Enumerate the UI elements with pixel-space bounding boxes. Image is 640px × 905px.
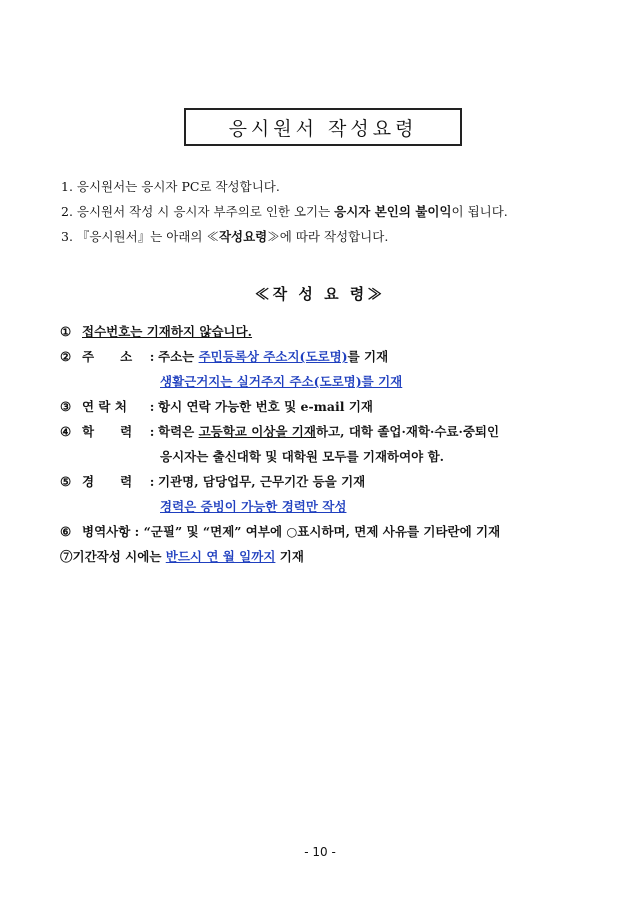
req-item-4-colon: : bbox=[149, 424, 155, 439]
req-item-4-continuation bbox=[60, 447, 600, 472]
req-item-5-number: ⑤ bbox=[60, 474, 72, 489]
intro-item-2-text: 2. 응시원서 작성 시 응시자 부주의로 인한 오기는 bbox=[61, 204, 335, 219]
req-item-7-tail: 기재 bbox=[275, 549, 304, 564]
intro-item-1: 1. 응시원서는 응시자 PC로 작성합니다. bbox=[61, 179, 280, 194]
req-item-7-text: 기간작성 시에는 bbox=[72, 549, 166, 564]
req-item-2-colon: : bbox=[149, 349, 155, 364]
req-item-5-cont-text: 경력은 증빙이 가능한 경력만 작성 bbox=[160, 499, 347, 514]
req-item-4-number: ④ bbox=[60, 424, 72, 439]
section-subtitle: ≪작 성 요 령≫ bbox=[254, 285, 386, 303]
req-item-2-cont-text: 생활근거지는 실거주지 주소(도로명)를 기재 bbox=[160, 374, 403, 389]
req-item-3-label: 연 락 처 bbox=[82, 399, 127, 414]
req-item-1-text: 접수번호는 기재하지 않습니다. bbox=[82, 324, 253, 339]
intro-item-2-tail: 이 됩니다. bbox=[451, 204, 508, 219]
intro-item-2-emphasis: 응시자 본인의 불이익 bbox=[334, 204, 452, 219]
intro-item-2 bbox=[61, 203, 581, 228]
intro-item-3-tail: ≫에 따라 작성합니다. bbox=[267, 229, 389, 244]
req-item-5 bbox=[60, 472, 600, 497]
req-item-4-text: 학력은 bbox=[158, 424, 199, 439]
req-item-6-text: 병역사항 : “군필” 및 “면제” 여부에 ○표시하며, 면제 사유를 기타란에 기재 bbox=[82, 524, 501, 539]
req-item-6 bbox=[60, 522, 600, 547]
req-item-4 bbox=[60, 422, 600, 447]
requirements-list bbox=[60, 322, 600, 572]
req-item-4-cont-text: 응시자는 출신대학 및 대학원 모두를 기재하여야 함. bbox=[160, 449, 445, 464]
req-item-2 bbox=[60, 347, 600, 372]
req-item-5-colon: : bbox=[149, 474, 155, 489]
req-item-4-underlined: 고등학교 이상을 기재 bbox=[198, 424, 316, 439]
req-item-7 bbox=[60, 547, 600, 572]
req-item-3-text: 항시 연락 가능한 번호 및 e-mail 기재 bbox=[158, 399, 373, 414]
req-item-5-label: 경 력 bbox=[82, 474, 133, 489]
page-number: - 10 - bbox=[304, 845, 336, 859]
req-item-1-number: ① bbox=[60, 324, 72, 339]
req-item-6-number: ⑥ bbox=[60, 524, 72, 539]
req-item-2-continuation bbox=[60, 372, 600, 397]
req-item-2-text: 주소는 bbox=[158, 349, 199, 364]
document-title: 응시원서 작성요령 bbox=[184, 108, 462, 146]
intro-item-3-text: 3. 『응시원서』는 아래의 ≪ bbox=[61, 229, 219, 244]
req-item-7-link: 반드시 연 월 일까지 bbox=[165, 549, 276, 564]
req-item-2-link: 주민등록상 주소지(도로명) bbox=[198, 349, 348, 364]
req-item-2-number: ② bbox=[60, 349, 72, 364]
req-item-4-label: 학 력 bbox=[82, 424, 133, 439]
req-item-3 bbox=[60, 397, 600, 422]
req-item-3-number: ③ bbox=[60, 399, 72, 414]
req-item-7-number: ⑦ bbox=[60, 549, 73, 564]
req-item-5-continuation bbox=[60, 497, 600, 522]
req-item-4-tail: 하고, 대학 졸업·재학·수료·중퇴인 bbox=[315, 424, 500, 439]
intro-list bbox=[61, 178, 581, 253]
req-item-3-colon: : bbox=[149, 399, 155, 414]
req-item-1 bbox=[60, 322, 600, 347]
req-item-2-label: 주 소 bbox=[82, 349, 133, 364]
intro-item-3 bbox=[61, 228, 581, 253]
req-item-5-text: 기관명, 담당업무, 근무기간 등을 기재 bbox=[158, 474, 366, 489]
intro-item-3-emphasis: 작성요령 bbox=[218, 229, 268, 244]
req-item-2-tail: 를 기재 bbox=[347, 349, 389, 364]
